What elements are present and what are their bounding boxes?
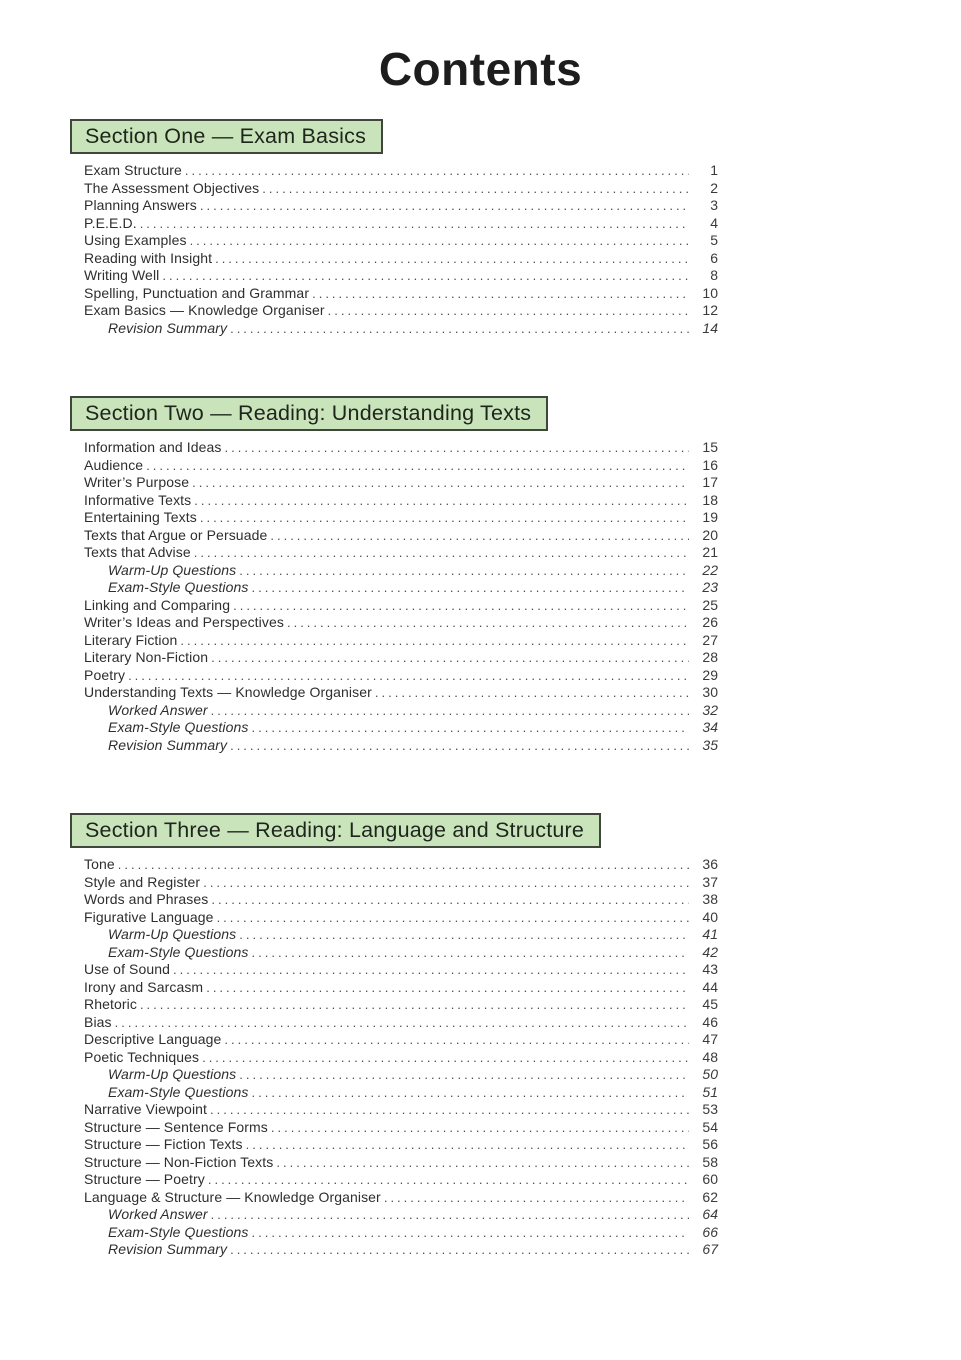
toc-entry: [84, 926, 718, 944]
toc-entry-title: Revision Summary: [108, 319, 228, 336]
leader-dots: [246, 1137, 689, 1152]
toc-entry-page: 2: [710, 179, 718, 196]
toc-entry: [84, 961, 718, 979]
toc-entry: [84, 320, 718, 338]
toc-entry-title: Exam-Style Questions: [108, 579, 249, 595]
toc-entry-page: 6: [710, 249, 718, 266]
section-list: [70, 856, 718, 1259]
toc-entry-page: 8: [710, 267, 718, 283]
toc-entry-page: 16: [702, 456, 718, 473]
toc-entry-title: Exam-Style Questions: [108, 1083, 249, 1100]
toc-entry-title: Exam-Style Questions: [108, 719, 249, 735]
leader-dots: [162, 268, 689, 283]
toc-entry-page: 45: [702, 996, 718, 1012]
toc-entry-title: Use of Sound: [84, 961, 171, 977]
toc-entry-page: 21: [702, 544, 718, 560]
toc-entry: [84, 527, 718, 545]
section-title: Section One — Exam Basics: [85, 124, 367, 148]
toc-entry-page: 50: [702, 1066, 718, 1082]
leader-dots: [252, 720, 690, 735]
toc-entry-page: 25: [702, 596, 718, 613]
leader-dots: [217, 910, 689, 925]
toc-entry: [84, 267, 718, 285]
leader-dots: [252, 1225, 690, 1240]
toc-entry-page: 54: [702, 1118, 718, 1135]
toc-entry-title: Tone: [84, 856, 115, 872]
toc-entry: [84, 302, 718, 320]
toc-entry-page: 62: [702, 1188, 718, 1205]
toc-entry-title: Exam-Style Questions: [108, 1223, 249, 1240]
toc-entry: [84, 509, 718, 527]
leader-dots: [211, 703, 689, 718]
toc-entry: [84, 874, 718, 892]
toc-entry: [84, 632, 718, 650]
leader-dots: [215, 251, 689, 266]
toc-entry-page: 36: [702, 856, 718, 872]
toc-entry: [84, 702, 718, 720]
toc-entry-page: 27: [702, 631, 718, 648]
toc-entry-title: Literary Non-Fiction: [84, 649, 209, 665]
toc-entry: [84, 439, 718, 457]
toc-entry: [84, 457, 718, 475]
toc-entry-page: 53: [702, 1101, 718, 1117]
toc-entry-page: 28: [702, 649, 718, 665]
toc-entry-page: 30: [702, 684, 718, 700]
leader-dots: [224, 1032, 689, 1047]
toc-section: [70, 119, 718, 337]
toc-entry: [84, 667, 718, 685]
toc-entry: [84, 1066, 718, 1084]
toc-entry: [84, 737, 718, 755]
section-header: [70, 396, 548, 431]
toc-entry: [84, 1119, 718, 1137]
leader-dots: [140, 216, 689, 231]
leader-dots: [202, 1050, 689, 1065]
leader-dots: [230, 1242, 689, 1257]
toc-entry-page: 17: [702, 474, 718, 490]
toc-entry-title: Structure — Fiction Texts: [84, 1136, 243, 1152]
toc-entry: [84, 909, 718, 927]
toc-entry: [84, 232, 718, 250]
toc-entry: [84, 197, 718, 215]
toc-section: [70, 396, 718, 754]
toc-entry-page: 44: [702, 978, 718, 995]
toc-entry-title: Reading with Insight: [84, 249, 213, 266]
leader-dots: [230, 321, 689, 336]
toc: [0, 119, 718, 1259]
toc-entry: [84, 579, 718, 597]
toc-entry-title: Revision Summary: [108, 1241, 228, 1257]
toc-entry: [84, 1031, 718, 1049]
leader-dots: [208, 1172, 689, 1187]
toc-entry: [84, 562, 718, 580]
toc-entry-page: 40: [702, 908, 718, 925]
leader-dots: [239, 927, 689, 942]
toc-entry-page: 37: [702, 873, 718, 890]
leader-dots: [140, 997, 689, 1012]
section-header: [70, 119, 383, 154]
toc-entry: [84, 474, 718, 492]
toc-entry-title: Worked Answer: [108, 1206, 208, 1222]
leader-dots: [225, 440, 689, 455]
toc-entry: [84, 492, 718, 510]
toc-entry-title: Language & Structure — Knowledge Organiser: [84, 1188, 381, 1205]
toc-entry-page: 35: [702, 736, 718, 753]
toc-entry: [84, 684, 718, 702]
toc-entry-title: P.E.E.D.: [84, 214, 137, 231]
leader-dots: [271, 1120, 689, 1135]
toc-entry-page: 19: [702, 509, 718, 525]
toc-entry: [84, 544, 718, 562]
toc-entry-page: 12: [702, 302, 718, 318]
toc-entry-page: 51: [702, 1083, 718, 1100]
leader-dots: [210, 1102, 689, 1117]
leader-dots: [233, 598, 689, 613]
toc-entry: [84, 1136, 718, 1154]
toc-entry: [84, 1101, 718, 1119]
toc-entry-title: Literary Fiction: [84, 631, 178, 648]
toc-entry-title: Using Examples: [84, 232, 187, 248]
toc-entry-title: Information and Ideas: [84, 439, 222, 455]
leader-dots: [252, 1085, 690, 1100]
toc-entry-page: 34: [702, 719, 718, 735]
toc-entry-page: 66: [702, 1223, 718, 1240]
toc-entry: [84, 1224, 718, 1242]
leader-dots: [287, 615, 689, 630]
toc-entry-page: 23: [702, 579, 718, 595]
toc-entry-page: 10: [702, 284, 718, 301]
toc-entry: [84, 1014, 718, 1032]
toc-entry-title: Writing Well: [84, 267, 160, 283]
leader-dots: [211, 1207, 689, 1222]
toc-entry-page: 15: [702, 439, 718, 455]
toc-entry-title: Entertaining Texts: [84, 509, 197, 525]
toc-entry-title: Planning Answers: [84, 197, 197, 213]
toc-entry-title: Audience: [84, 456, 144, 473]
section-title: Section Three — Reading: Language and Structure: [85, 818, 585, 842]
toc-entry: [84, 996, 718, 1014]
leader-dots: [203, 875, 689, 890]
leader-dots: [200, 510, 689, 525]
leader-dots: [185, 163, 689, 178]
toc-entry-title: Exam Structure: [84, 162, 182, 178]
toc-entry: [84, 719, 718, 737]
leader-dots: [211, 892, 689, 907]
toc-entry-page: 3: [710, 197, 718, 213]
leader-dots: [239, 563, 689, 578]
toc-entry-title: Warm-Up Questions: [108, 926, 237, 942]
toc-entry-title: Worked Answer: [108, 701, 208, 718]
toc-entry-title: Structure — Sentence Forms: [84, 1118, 268, 1135]
toc-entry-title: Structure — Non-Fiction Texts: [84, 1153, 274, 1170]
leader-dots: [239, 1067, 689, 1082]
leader-dots: [312, 286, 689, 301]
toc-entry: [84, 944, 718, 962]
toc-entry: [84, 597, 718, 615]
leader-dots: [328, 303, 689, 318]
section-list: [70, 162, 718, 337]
toc-entry-page: 43: [702, 961, 718, 977]
toc-entry-title: Narrative Viewpoint: [84, 1101, 208, 1117]
toc-entry-page: 46: [702, 1013, 718, 1030]
toc-entry: [84, 614, 718, 632]
leader-dots: [252, 580, 690, 595]
leader-dots: [206, 980, 689, 995]
toc-entry-title: Words and Phrases: [84, 891, 209, 907]
toc-entry-page: 18: [702, 491, 718, 508]
leader-dots: [190, 233, 689, 248]
toc-entry-title: Poetry: [84, 666, 126, 683]
toc-entry-page: 22: [702, 561, 718, 578]
toc-entry-title: Warm-Up Questions: [108, 1066, 237, 1082]
leader-dots: [270, 528, 689, 543]
leader-dots: [252, 945, 690, 960]
toc-entry: [84, 285, 718, 303]
toc-entry-title: Structure — Poetry: [84, 1171, 205, 1187]
leader-dots: [384, 1190, 689, 1205]
leader-dots: [115, 1015, 689, 1030]
toc-entry-title: Descriptive Language: [84, 1031, 222, 1047]
toc-entry-title: Revision Summary: [108, 736, 228, 753]
toc-entry-title: Exam Basics — Knowledge Organiser: [84, 302, 325, 318]
leader-dots: [262, 181, 689, 196]
leader-dots: [200, 198, 689, 213]
toc-entry: [84, 1206, 718, 1224]
toc-entry-page: 58: [702, 1153, 718, 1170]
toc-entry: [84, 979, 718, 997]
toc-entry: [84, 1049, 718, 1067]
toc-entry: [84, 1084, 718, 1102]
leader-dots: [146, 458, 689, 473]
toc-entry-title: Rhetoric: [84, 996, 137, 1012]
toc-entry-title: Linking and Comparing: [84, 596, 231, 613]
toc-entry-page: 67: [702, 1241, 718, 1257]
toc-entry: [84, 649, 718, 667]
leader-dots: [128, 668, 689, 683]
toc-entry: [84, 856, 718, 874]
toc-entry-page: 60: [702, 1171, 718, 1187]
toc-entry-title: Spelling, Punctuation and Grammar: [84, 284, 310, 301]
toc-entry-title: Writer’s Purpose: [84, 474, 190, 490]
toc-entry-title: Irony and Sarcasm: [84, 978, 204, 995]
toc-entry-page: 26: [702, 614, 718, 630]
leader-dots: [276, 1155, 689, 1170]
toc-entry-title: Bias: [84, 1013, 112, 1030]
leader-dots: [173, 962, 689, 977]
page-title: Contents: [378, 43, 583, 95]
toc-section: [70, 813, 718, 1259]
toc-entry-page: 4: [710, 214, 718, 231]
toc-entry-title: The Assessment Objectives: [84, 179, 260, 196]
toc-entry: [84, 162, 718, 180]
toc-entry: [84, 891, 718, 909]
section-header: [70, 813, 601, 848]
leader-dots: [194, 493, 689, 508]
section-list: [70, 439, 718, 754]
toc-entry-page: 38: [702, 891, 718, 907]
toc-entry-title: Warm-Up Questions: [108, 561, 237, 578]
toc-entry-page: 32: [702, 701, 718, 718]
toc-entry-page: 48: [702, 1048, 718, 1065]
leader-dots: [192, 475, 689, 490]
leader-dots: [375, 685, 689, 700]
toc-entry: [84, 1241, 718, 1259]
toc-entry: [84, 1154, 718, 1172]
toc-entry-title: Poetic Techniques: [84, 1048, 200, 1065]
toc-entry: [84, 180, 718, 198]
toc-entry: [84, 215, 718, 233]
toc-entry-title: Style and Register: [84, 873, 201, 890]
toc-entry: [84, 250, 718, 268]
toc-entry-title: Exam-Style Questions: [108, 943, 249, 960]
toc-entry-page: 5: [710, 232, 718, 248]
toc-entry-title: Texts that Argue or Persuade: [84, 526, 268, 543]
leader-dots: [230, 738, 689, 753]
toc-entry-page: 1: [710, 162, 718, 178]
leader-dots: [211, 650, 689, 665]
toc-entry-page: 56: [702, 1136, 718, 1152]
toc-entry-page: 14: [702, 319, 718, 336]
toc-entry-page: 41: [702, 926, 718, 942]
leader-dots: [194, 545, 689, 560]
toc-entry-title: Understanding Texts — Knowledge Organiser: [84, 684, 372, 700]
toc-entry-page: 29: [702, 666, 718, 683]
toc-entry-page: 20: [702, 526, 718, 543]
toc-entry-page: 64: [702, 1206, 718, 1222]
leader-dots: [118, 857, 689, 872]
toc-entry-title: Texts that Advise: [84, 544, 191, 560]
leader-dots: [180, 633, 689, 648]
toc-entry-page: 47: [702, 1031, 718, 1047]
toc-entry-title: Writer’s Ideas and Perspectives: [84, 614, 284, 630]
section-title: Section Two — Reading: Understanding Texts: [85, 401, 532, 425]
toc-entry: [84, 1171, 718, 1189]
toc-entry-title: Figurative Language: [84, 908, 214, 925]
toc-entry-page: 42: [702, 943, 718, 960]
toc-entry: [84, 1189, 718, 1207]
toc-entry-title: Informative Texts: [84, 491, 192, 508]
